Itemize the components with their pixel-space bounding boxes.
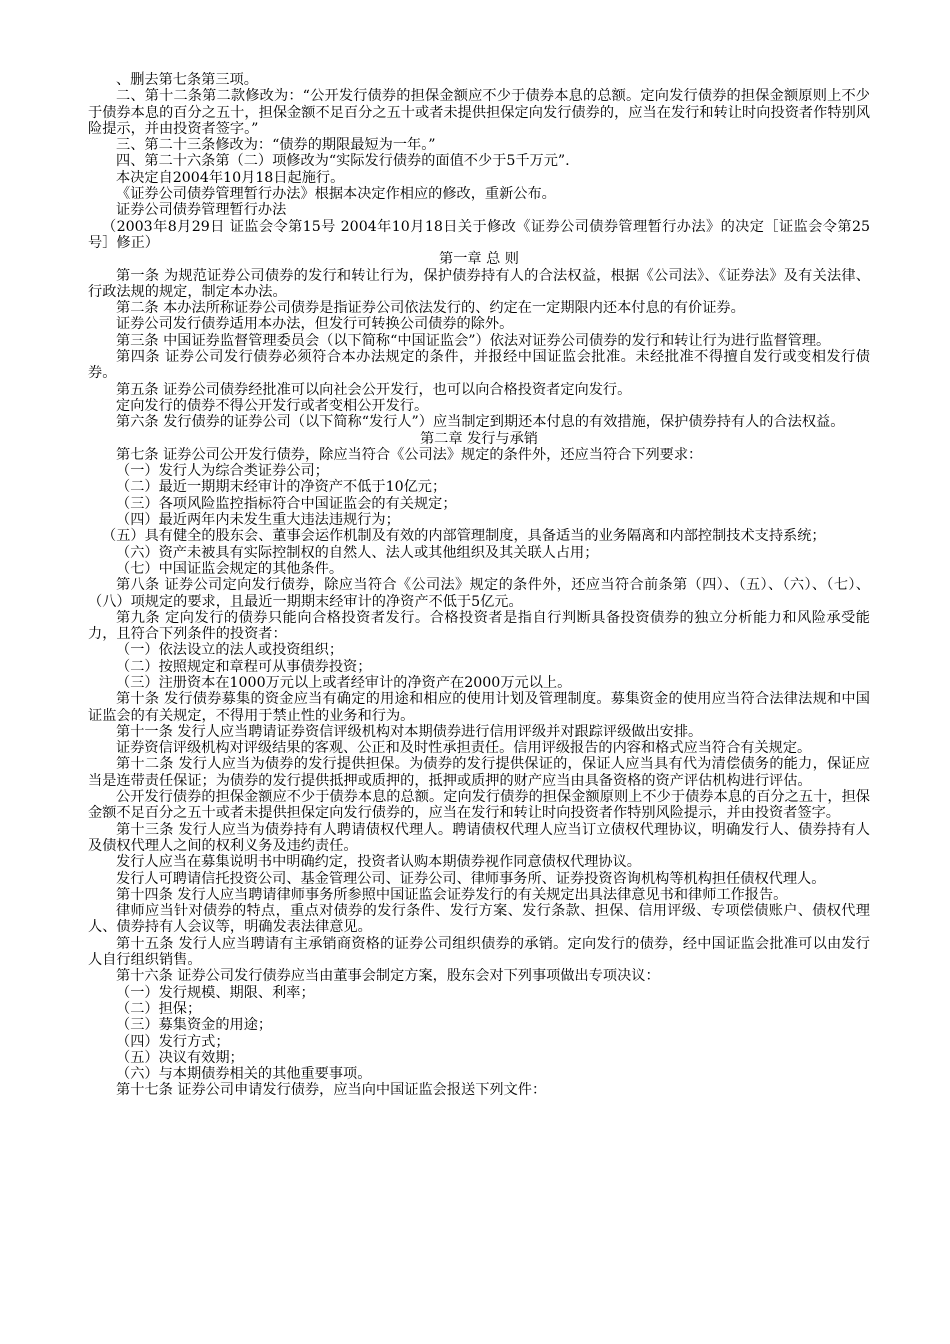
paragraph: 第十一条 发行人应当聘请证券资信评级机构对本期债券进行信用评级并对跟踪评级做出安排。 xyxy=(116,723,703,740)
paragraph: （三）注册资本在1000万元以上或者经审计的净资产在2000万元以上。 xyxy=(116,674,572,691)
paragraph: 第十六条 证券公司发行债券应当由董事会制定方案，股东会对下列事项做出专项决议： xyxy=(116,968,660,985)
document-body xyxy=(88,72,870,1099)
paragraph: （四）最近两年内未发生重大违法违规行为； xyxy=(116,512,400,529)
paragraph: 第十五条 发行人应当聘请有主承销商资格的证券公司组织债券的承销。定向发行的债券，经中国证监会批准可以由发行人自行组织销售。 xyxy=(88,935,870,969)
paragraph: 《证券公司债券管理暂行办法》根据本决定作相应的修改，重新公布。 xyxy=(116,186,556,203)
paragraph: 发行人可聘请信托投资公司、基金管理公司、证券公司、律师事务所、证券投资咨询机构等机构担任债权代理人。 xyxy=(116,870,826,887)
paragraph: （六）资产未被具有实际控制权的自然人、法人或其他组织及其关联人占用； xyxy=(116,544,599,561)
paragraph: 证券公司债券管理暂行办法 xyxy=(116,202,287,219)
paragraph: （四）发行方式； xyxy=(116,1033,230,1050)
paragraph: 四、第二十六条第（二）项修改为“实际发行债券的面值不少于5千万元”. xyxy=(116,153,570,170)
paragraph: 第二条 本办法所称证券公司债券是指证券公司依法发行的、约定在一定期限内还本付息的有价证券。 xyxy=(116,300,745,317)
paragraph: （三）募集资金的用途； xyxy=(116,1017,273,1034)
paragraph: 定向发行的债券不得公开发行或者变相公开发行。 xyxy=(116,397,429,414)
paragraph: 三、第二十三条修改为：“债券的期限最短为一年。” xyxy=(116,137,436,154)
paragraph: 本决定自2004年10月18日起施行。 xyxy=(116,169,345,186)
paragraph: （五）决议有效期； xyxy=(116,1049,244,1066)
paragraph: 第四条 证券公司发行债券必须符合本办法规定的条件，并报经中国证监会批准。未经批准不得擅自发行或变相发行债券。 xyxy=(88,349,870,382)
paragraph: 第十三条 发行人应当为债券持有人聘请债权代理人。聘请债权代理人应当订立债权代理协议，明确发行人、债券持有人及债权代理人之间的权利义务及违约责任。 xyxy=(88,821,870,854)
paragraph: （三）各项风险监控指标符合中国证监会的有关规定； xyxy=(116,495,457,512)
paragraph: （二）按照规定和章程可从事债券投资； xyxy=(116,658,372,675)
paragraph: （二）担保； xyxy=(116,1000,202,1017)
paragraph: （一）发行人为综合类证券公司； xyxy=(116,463,329,480)
paragraph: 第八条 证券公司定向发行债券，除应当符合《公司法》规定的条件外，还应当符合前条第（四）、（五）、（六）、（七）、（八）项规定的要求，且最近一期期末经审计的净资产不低于5亿元。 xyxy=(88,577,870,610)
paragraph: 第十七条 证券公司申请发行债券，应当向中国证监会报送下列文件： xyxy=(116,1082,547,1099)
paragraph: （一）发行规模、期限、利率； xyxy=(116,984,315,1001)
chapter-heading: 第一章 总 则 xyxy=(439,251,519,268)
paragraph: 第六条 发行债券的证券公司（以下简称“发行人”）应当制定到期还本付息的有效措施，保护债券持有人的合法权益。 xyxy=(116,414,845,431)
paragraph: （七）中国证监会规定的其他条件。 xyxy=(116,560,344,577)
paragraph: 证券公司发行债券适用本办法，但发行可转换公司债券的除外。 xyxy=(116,316,514,333)
paragraph: （六）与本期债券相关的其他重要事项。 xyxy=(116,1066,372,1083)
paragraph: 、删去第七条第三项。 xyxy=(116,72,258,88)
paragraph: 发行人应当在募集说明书中明确约定，投资者认购本期债券视作同意债权代理协议。 xyxy=(116,854,641,871)
paragraph: 律师应当针对债券的特点，重点对债券的发行条件、发行方案、发行条款、担保、信用评级、专项偿债账户、债权代理人、债券持有人会议等，明确发表法律意见。 xyxy=(88,903,870,936)
paragraph: 第十四条 发行人应当聘请律师事务所参照中国证监会证券发行的有关规定出具法律意见书和律师工作报告。 xyxy=(116,886,788,903)
paragraph: （一）依法设立的法人或投资组织； xyxy=(116,642,344,659)
paragraph: 第九条 定向发行的债券只能向合格投资者发行。合格投资者是指自行判断具备投资债券的独立分析能力和风险承受能力，且符合下列条件的投资者： xyxy=(88,609,870,643)
paragraph: 第十条 发行债券募集的资金应当有确定的用途和相应的使用计划及管理制度。募集资金的使用应当符合法律法规和中国证监会的有关规定，不得用于禁止性的业务和行为。 xyxy=(88,691,870,724)
paragraph: （二）最近一期期末经审计的净资产不低于10亿元； xyxy=(116,479,447,496)
paragraph: 第五条 证券公司债券经批准可以向社会公开发行，也可以向合格投资者定向发行。 xyxy=(116,381,632,398)
paragraph: 证券资信评级机构对评级结果的客观、公正和及时性承担责任。信用评级报告的内容和格式应当符合有关规定。 xyxy=(116,740,812,757)
chapter-heading: 第二章 发行与承销 xyxy=(419,430,538,447)
paragraph: 第一条 为规范证券公司债券的发行和转让行为，保护债券持有人的合法权益，根据《公司法》、《证券法》及有关法律、行政法规的规定，制定本办法。 xyxy=(88,267,870,300)
paragraph: 公开发行债券的担保金额应不少于债券本息的总额。定向发行债券的担保金额原则上不少于债券本息的百分之五十，担保金额不足百分之五十或者未提供担保定向发行债券的，应当在发行和转让时向投资者作特别风险提示，并由投资者签字。 xyxy=(88,789,870,822)
paragraph: （2003年8月29日 证监会令第15号 2004年10月18日关于修改《证券公司债券管理暂行办法》的决定［证监会令第25号］修正） xyxy=(88,218,870,251)
paragraph: 第三条 中国证券监督管理委员会（以下简称“中国证监会”）依法对证券公司债券的发行和转让行为进行监督管理。 xyxy=(116,332,831,349)
paragraph: （五）具有健全的股东会、董事会运作机制及有效的内部管理制度，具备适当的业务隔离和内部控制技术支持系统； xyxy=(102,528,826,545)
paragraph: 第十二条 发行人应当为债券的发行提供担保。为债券的发行提供保证的，保证人应当具有代为清偿债务的能力，保证应当是连带责任保证；为债券的发行提供抵押或质押的，抵押或质押的财产应当由具备资格的资产评估机构进行评估。 xyxy=(88,756,870,789)
paragraph: 二、第十二条第二款修改为：“公开发行债券的担保金额应不少于债券本息的总额。定向发行债券的担保金额原则上不少于债券本息的百分之五十，担保金额不足百分之五十或者未提供担保定向发行债券的，应当在发行和转让时向投资者作特别风险提示，并由投资者签字。” xyxy=(88,88,870,137)
paragraph: 第七条 证券公司公开发行债券，除应当符合《公司法》规定的条件外，还应当符合下列要求： xyxy=(116,446,703,463)
